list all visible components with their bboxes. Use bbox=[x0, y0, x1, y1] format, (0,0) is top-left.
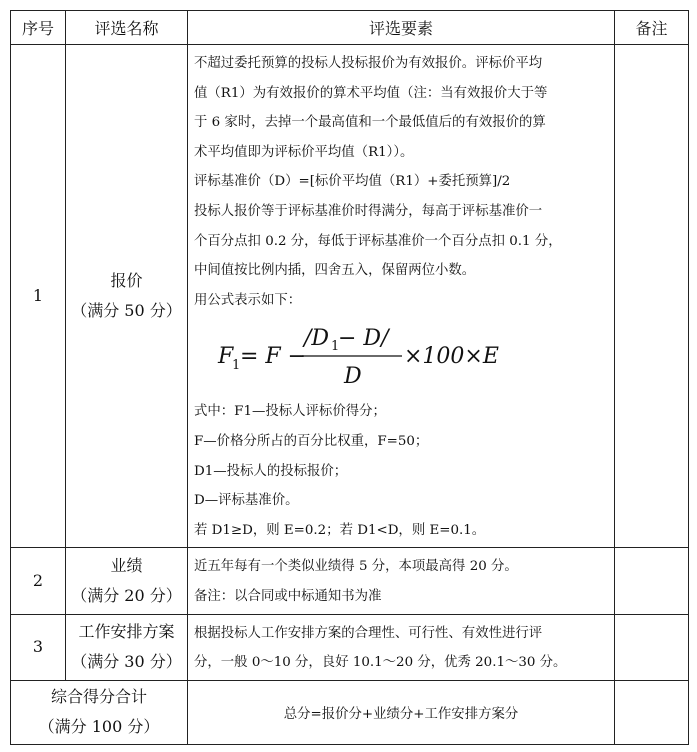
row-number: 2 bbox=[11, 548, 66, 614]
formula-lhs: F bbox=[218, 344, 234, 370]
total-max-score: （满分 100 分） bbox=[38, 717, 160, 737]
formula-numerator: /D bbox=[304, 326, 330, 352]
header-elements: 评选要素 bbox=[188, 11, 615, 45]
element-line: D1—投标人的投标报价； bbox=[194, 463, 348, 479]
element-line: D—评标基准价。 bbox=[194, 493, 299, 509]
row-number: 1 bbox=[11, 45, 66, 548]
note-cell bbox=[615, 614, 689, 680]
criterion-name-cell bbox=[66, 548, 188, 614]
element-line: F—价格分所占的百分比权重，F=50； bbox=[194, 433, 429, 449]
element-line: 若 D1≥D，则 E=0.2；若 D1<D，则 E=0.1。 bbox=[194, 522, 486, 538]
formula-tail: ×100×E bbox=[404, 344, 499, 370]
criterion-name: 工作安排方案 bbox=[78, 622, 175, 642]
element-line: 个百分点扣 0.2 分，每低于评标基准价一个百分点扣 0.1 分， bbox=[194, 233, 562, 249]
element-line: 于 6 家时，去掉一个最高值和一个最低值后的有效报价的算 bbox=[194, 115, 546, 131]
criterion-name-cell bbox=[66, 614, 188, 680]
element-line: 术平均值即为评标价平均值（R1））。 bbox=[194, 144, 414, 160]
note-cell bbox=[615, 680, 689, 744]
total-formula: 总分=报价分+业绩分+工作安排方案分 bbox=[188, 680, 615, 744]
scoring-table bbox=[10, 10, 689, 745]
element-line: 用公式表示如下： bbox=[194, 292, 302, 308]
formula-graphic bbox=[210, 315, 510, 397]
table-row-work-plan bbox=[11, 614, 689, 680]
formula-eq: = F − bbox=[240, 344, 307, 370]
criterion-max-score: （满分 50 分） bbox=[71, 301, 182, 321]
formula-numerator-rest: − D/ bbox=[338, 326, 389, 352]
element-line: 不超过委托预算的投标人投标报价为有效报价。评标价平均 bbox=[194, 56, 543, 71]
element-line: 近五年每有一个类似业绩得 5 分，本项最高得 20 分。 bbox=[194, 559, 518, 575]
header-name: 评选名称 bbox=[66, 11, 188, 45]
element-line: 分，一般 0～10 分，良好 10.1～20 分，优秀 20.1～30 分。 bbox=[194, 655, 567, 671]
total-name: 综合得分合计 bbox=[50, 687, 147, 707]
element-line: 中间值按比例内插，四舍五入，保留两位小数。 bbox=[194, 263, 476, 279]
criterion-name: 报价 bbox=[110, 271, 143, 291]
criterion-name: 业绩 bbox=[110, 555, 143, 575]
element-line: 式中：F1—投标人评标价得分； bbox=[194, 404, 386, 420]
criterion-name-cell bbox=[66, 45, 188, 548]
element-line: 值（R1）为有效报价的算术平均值（注：当有效报价大于等 bbox=[194, 85, 548, 101]
criterion-elements bbox=[188, 45, 615, 548]
score-formula bbox=[194, 315, 608, 397]
formula-lhs-sub: 1 bbox=[232, 358, 241, 374]
criterion-max-score: （满分 30 分） bbox=[71, 652, 182, 672]
element-line: 根据投标人工作安排方案的合理性、可行性、有效性进行评 bbox=[194, 625, 543, 641]
table-row-performance bbox=[11, 548, 689, 614]
header-row bbox=[11, 11, 689, 45]
formula-denominator: D bbox=[344, 364, 362, 390]
total-name-cell bbox=[11, 680, 188, 744]
criterion-max-score: （满分 20 分） bbox=[71, 585, 182, 605]
table-row-price bbox=[11, 45, 689, 548]
note-cell bbox=[615, 45, 689, 548]
element-line: 备注：以合同或中标通知书为准 bbox=[194, 588, 382, 604]
element-line: 投标人报价等于评标基准价时得满分，每高于评标基准价一 bbox=[194, 203, 543, 219]
criterion-elements bbox=[188, 614, 615, 680]
table-row-total bbox=[11, 680, 689, 744]
row-number: 3 bbox=[11, 614, 66, 680]
header-no: 序号 bbox=[11, 11, 66, 45]
element-line: 评标基准价（D）=[标价平均值（R1）+委托预算]/2 bbox=[194, 174, 511, 190]
note-cell bbox=[615, 548, 689, 614]
criterion-elements bbox=[188, 548, 615, 614]
formula-numerator-sub: 1 bbox=[331, 339, 340, 355]
header-note: 备注 bbox=[615, 11, 689, 45]
